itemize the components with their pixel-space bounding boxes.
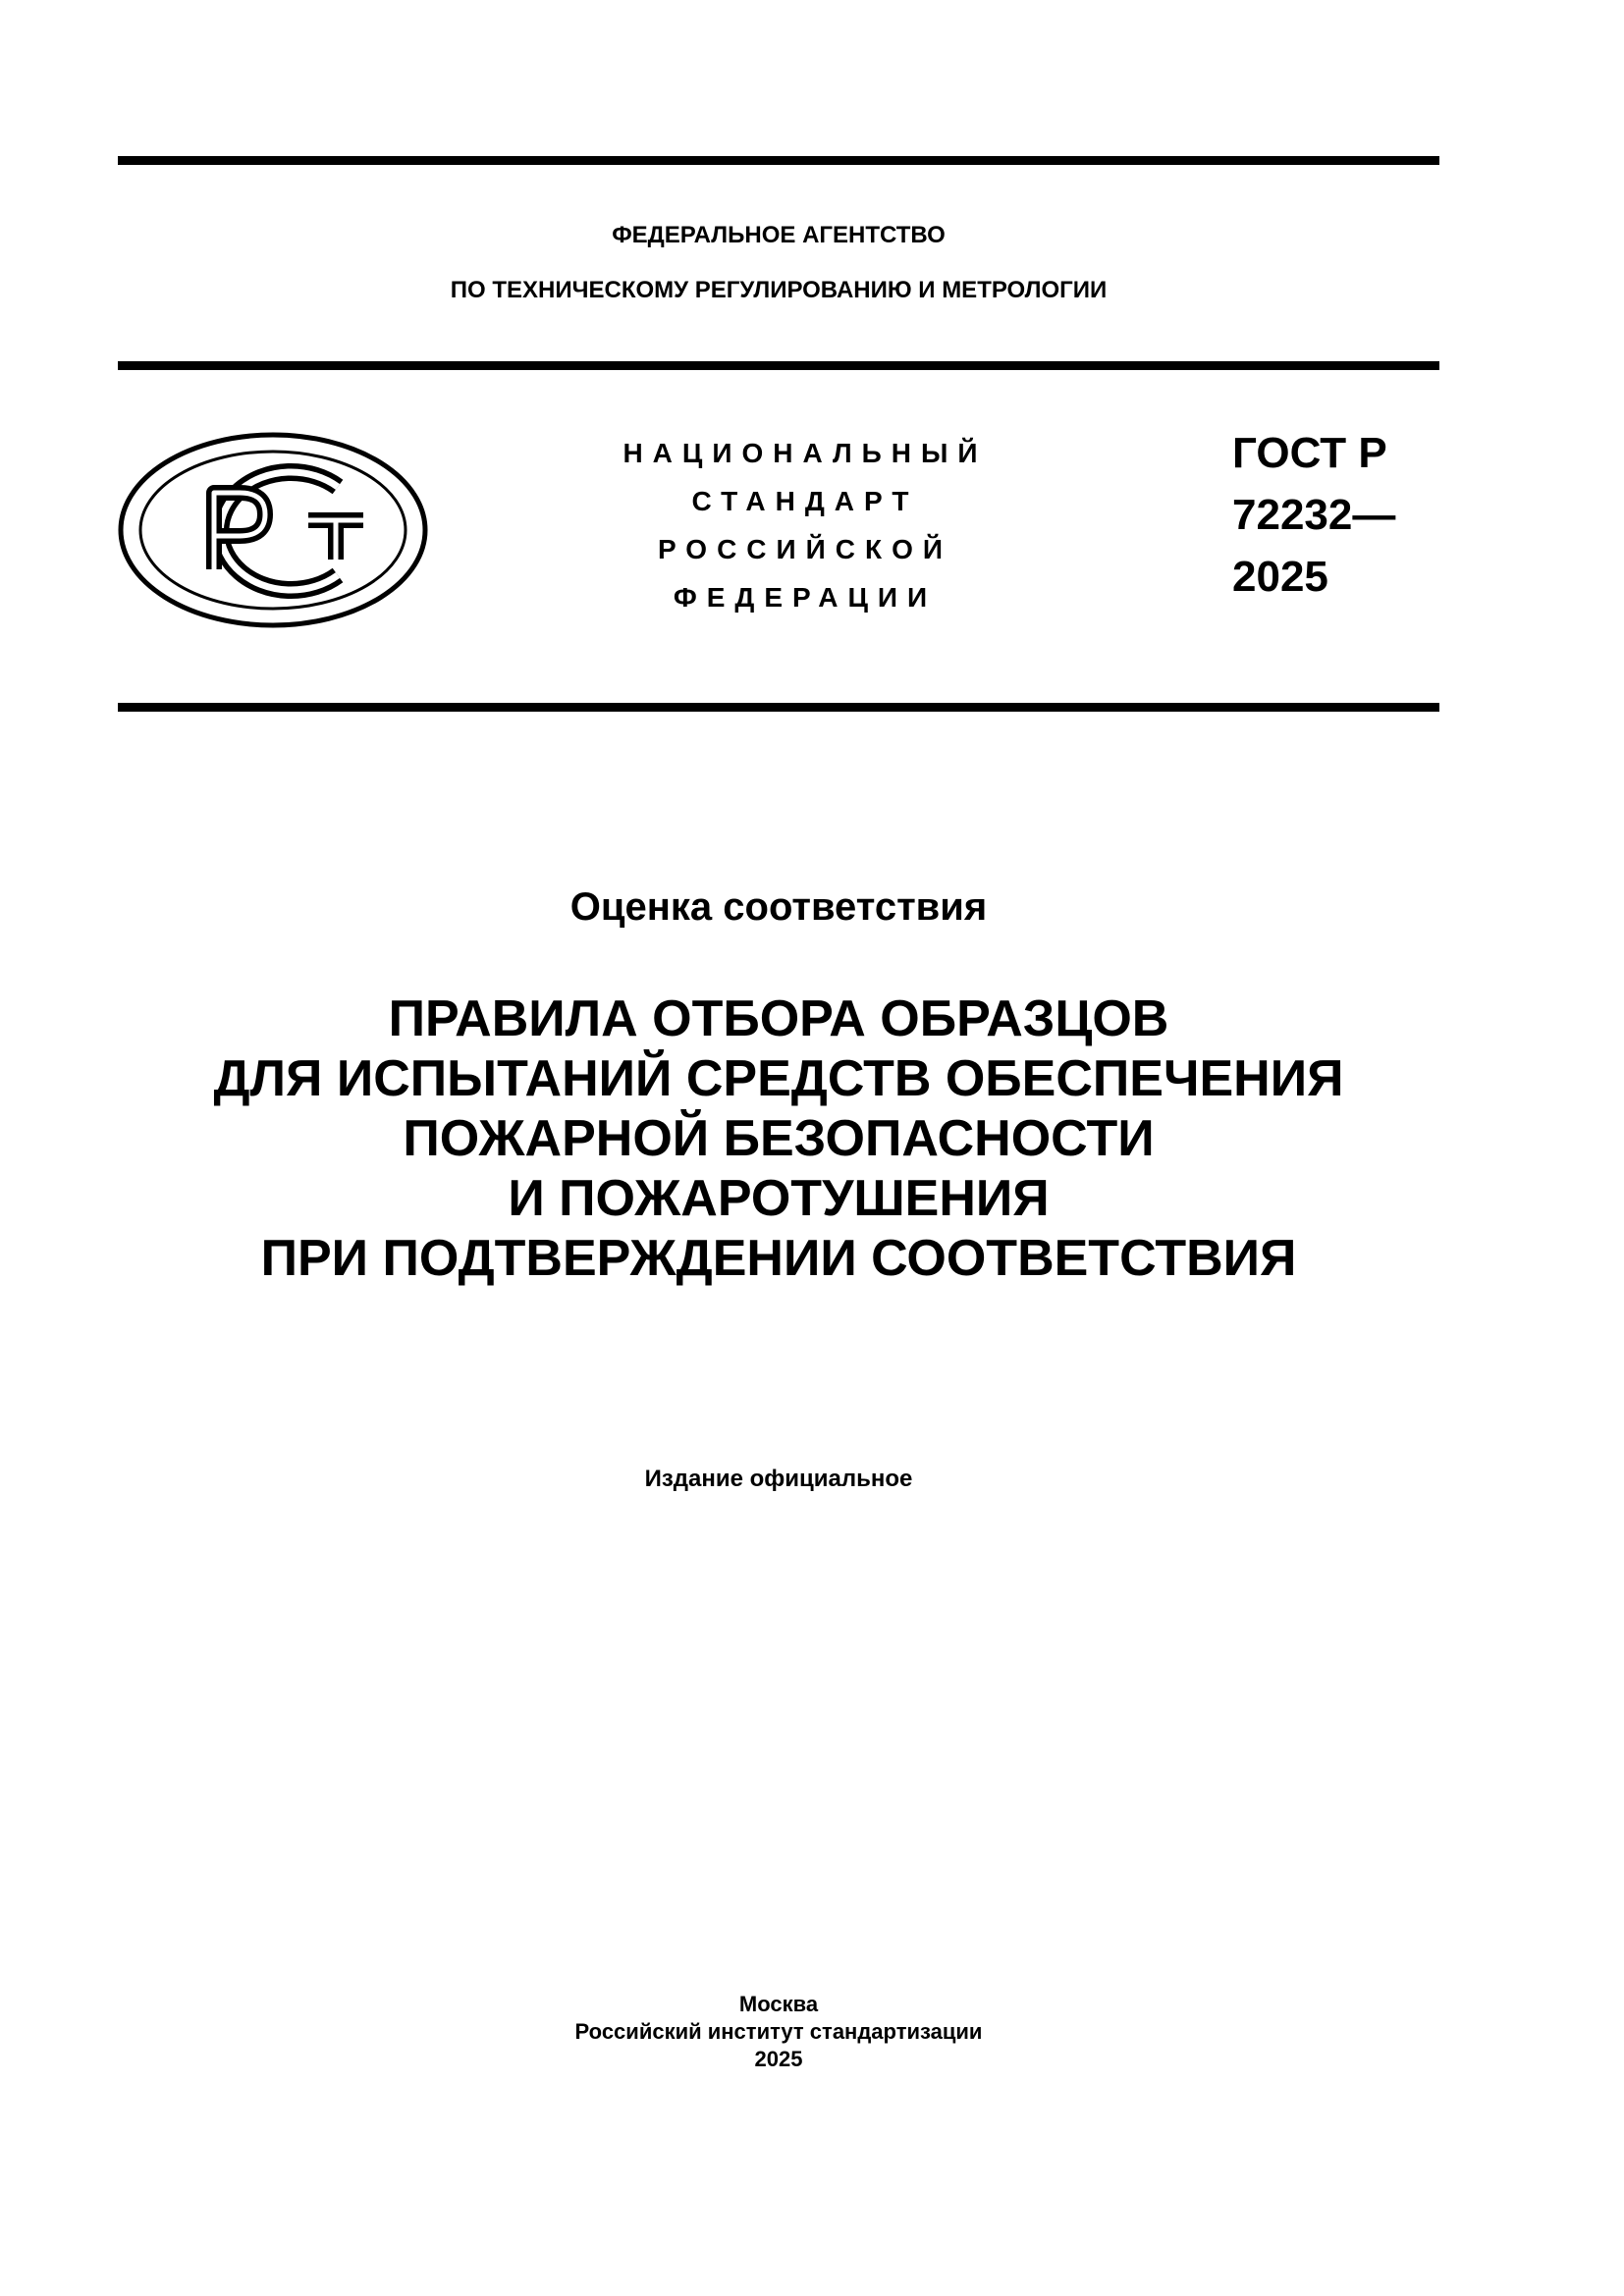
national-standard-line: РОССИЙСКОЙ: [658, 534, 952, 564]
standard-designation: [1232, 422, 1448, 608]
agency-name-line-1: ФЕДЕРАЛЬНОЕ АГЕНТСТВО: [612, 222, 946, 248]
title-line: ДЛЯ ИСПЫТАНИЙ СРЕДСТВ ОБЕСПЕЧЕНИЯ: [213, 1050, 1344, 1107]
rst-certification-mark-icon: [116, 430, 430, 631]
top-rule: [118, 156, 1439, 165]
imprint: [118, 1991, 1439, 2073]
header-bottom-rule: [118, 703, 1439, 712]
designation-line: 2025: [1232, 553, 1328, 601]
imprint-city: Москва: [738, 1992, 819, 2016]
national-standard-line: НАЦИОНАЛЬНЫЙ: [623, 438, 988, 468]
designation-line: ГОСТ Р: [1232, 429, 1387, 477]
header-rule: [118, 361, 1439, 370]
imprint-publisher: Российский институт стандартизации: [574, 2019, 983, 2044]
imprint-year: 2025: [754, 2047, 803, 2071]
title-line: ПРИ ПОДТВЕРЖДЕНИИ СООТВЕТСТВИЯ: [260, 1230, 1297, 1287]
title-line: ПРАВИЛА ОТБОРА ОБРАЗЦОВ: [388, 990, 1169, 1047]
edition-note: Издание официальное: [644, 1466, 913, 1492]
national-standard-line: СТАНДАРТ: [691, 486, 919, 516]
document-subject: Оценка соответствия: [569, 885, 988, 929]
agency-name-line-2: ПО ТЕХНИЧЕСКОМУ РЕГУЛИРОВАНИЮ И МЕТРОЛОГИИ: [450, 277, 1108, 303]
title-line: ПОЖАРНОЙ БЕЗОПАСНОСТИ: [403, 1110, 1155, 1167]
national-standard-label: [550, 429, 1060, 621]
national-standard-line: ФЕДЕРАЦИИ: [673, 582, 938, 613]
document-title: [118, 989, 1439, 1289]
title-line: И ПОЖАРОТУШЕНИЯ: [508, 1170, 1050, 1227]
designation-line: 72232—: [1232, 491, 1396, 539]
